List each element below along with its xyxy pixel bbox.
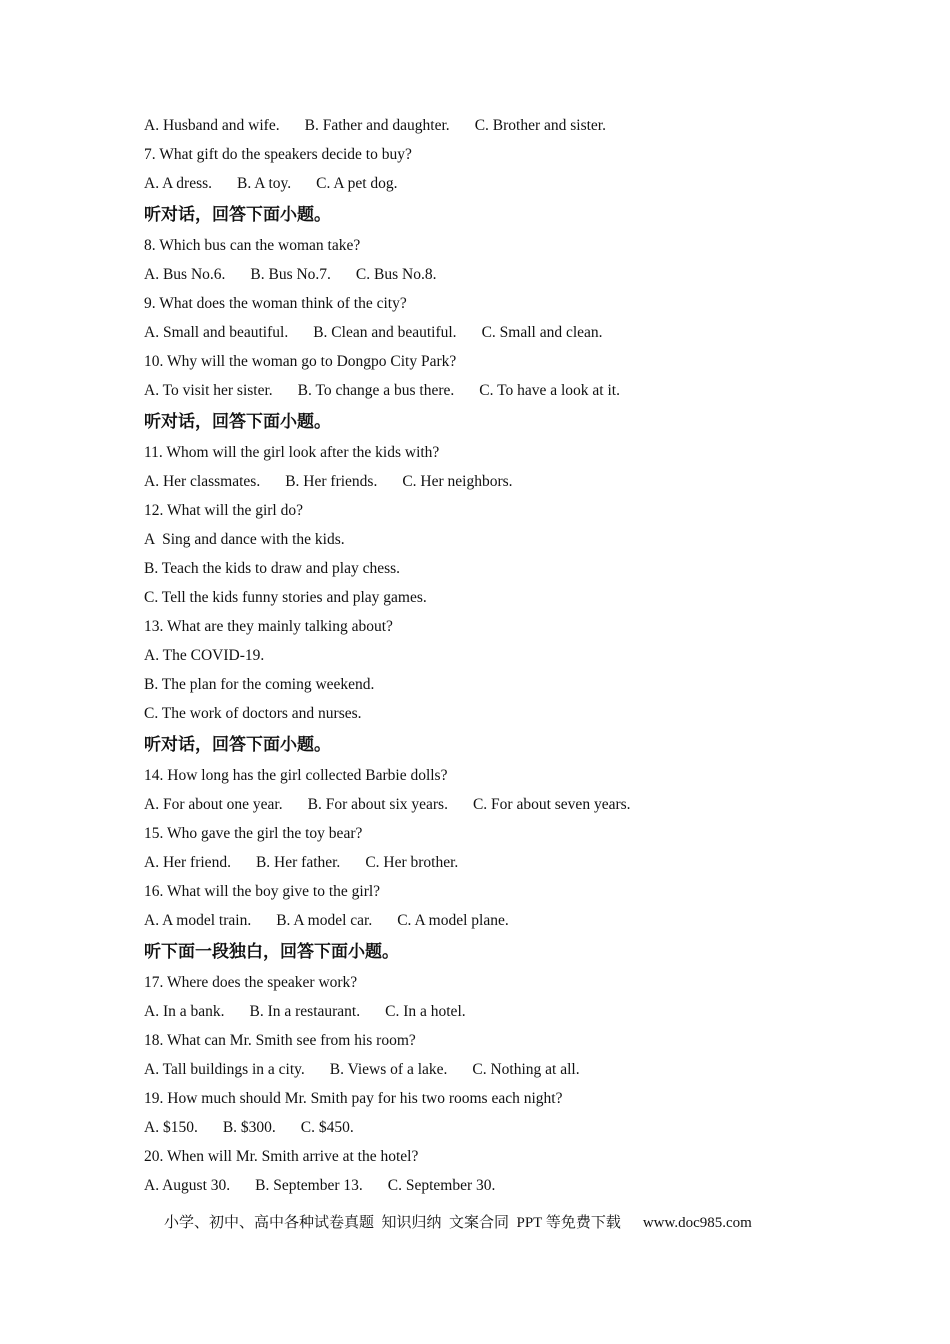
question-line: 12. What will the girl do?	[144, 502, 303, 519]
question-line: 13. What are they mainly talking about?	[144, 618, 393, 635]
question-line: 17. Where does the speaker work?	[144, 974, 358, 991]
options-row	[144, 111, 844, 140]
options-row	[144, 906, 844, 935]
answer-option: B. Her friends.	[285, 473, 378, 490]
answer-option: B. Bus No.7.	[250, 266, 331, 283]
answer-option: C. A pet dog.	[316, 175, 398, 192]
answer-option: A. Her classmates.	[144, 473, 261, 490]
question-line: A. The COVID-19.	[144, 647, 265, 664]
footer-text: 小学、初中、高中各种试卷真题 知识归纳 文案合同 PPT 等免费下载	[164, 1215, 621, 1231]
answer-option: A. For about one year.	[144, 796, 283, 813]
options-row	[144, 318, 844, 347]
question-line: 10. Why will the woman go to Dongpo City Park?	[144, 353, 457, 370]
answer-option: B. In a restaurant.	[249, 1003, 361, 1020]
answer-option: A. Bus No.6.	[144, 266, 226, 283]
answer-option: C. Bus No.8.	[355, 266, 437, 283]
answer-option: C. To have a look at it.	[479, 382, 620, 399]
options-row	[144, 1113, 844, 1142]
options-row	[144, 467, 844, 496]
question-line: 11. Whom will the girl look after the kids with?	[144, 444, 440, 461]
question-line: 16. What will the boy give to the girl?	[144, 883, 381, 900]
options-row	[144, 1055, 844, 1084]
section-heading: 听对话，回答下面小题。	[144, 735, 331, 755]
answer-option: B. A toy.	[237, 175, 292, 192]
section-heading: 听下面一段独白，回答下面小题。	[144, 942, 399, 962]
question-line: 14. How long has the girl collected Barbie dolls?	[144, 767, 448, 784]
answer-option: B. $300.	[222, 1119, 276, 1136]
options-row	[144, 790, 844, 819]
question-line: C. Tell the kids funny stories and play games.	[144, 589, 427, 606]
question-line: 15. Who gave the girl the toy bear?	[144, 825, 363, 842]
answer-option: A. In a bank.	[144, 1003, 225, 1020]
answer-option: B. Father and daughter.	[304, 117, 450, 134]
answer-option: C. Nothing at all.	[472, 1061, 580, 1078]
answer-option: C. $450.	[300, 1119, 354, 1136]
answer-option: A. Husband and wife.	[144, 117, 280, 134]
answer-option: C. Her neighbors.	[402, 473, 513, 490]
answer-option: A. Small and beautiful.	[144, 324, 289, 341]
options-row	[144, 848, 844, 877]
options-row	[144, 997, 844, 1026]
answer-option: B. Views of a lake.	[329, 1061, 448, 1078]
answer-option: A. To visit her sister.	[144, 382, 273, 399]
answer-option: C. Small and clean.	[481, 324, 603, 341]
answer-option: B. September 13.	[255, 1177, 363, 1194]
page-footer	[164, 1212, 752, 1234]
answer-option: A. Tall buildings in a city.	[144, 1061, 305, 1078]
question-line: 19. How much should Mr. Smith pay for his two rooms each night?	[144, 1090, 563, 1107]
question-line: 9. What does the woman think of the city?	[144, 295, 407, 312]
answer-option: C. For about seven years.	[472, 796, 631, 813]
question-line: 20. When will Mr. Smith arrive at the hotel?	[144, 1148, 419, 1165]
options-row	[144, 169, 844, 198]
answer-option: A. Her friend.	[144, 854, 231, 871]
question-line: B. Teach the kids to draw and play chess.	[144, 560, 401, 577]
options-row	[144, 1171, 844, 1200]
document-body	[144, 111, 844, 1200]
answer-option: B. Her father.	[255, 854, 341, 871]
footer-site: www.doc985.com	[642, 1215, 752, 1231]
question-line: B. The plan for the coming weekend.	[144, 676, 375, 693]
section-heading: 听对话，回答下面小题。	[144, 205, 331, 225]
question-line: A Sing and dance with the kids.	[144, 531, 345, 548]
answer-option: B. A model car.	[276, 912, 373, 929]
question-line: 7. What gift do the speakers decide to buy?	[144, 146, 412, 163]
options-row	[144, 260, 844, 289]
answer-option: A. A dress.	[144, 175, 213, 192]
answer-option: A. $150.	[144, 1119, 198, 1136]
answer-option: C. In a hotel.	[385, 1003, 466, 1020]
question-line: 8. Which bus can the woman take?	[144, 237, 361, 254]
answer-option: C. Brother and sister.	[474, 117, 606, 134]
answer-option: C. Her brother.	[365, 854, 459, 871]
answer-option: C. September 30.	[387, 1177, 496, 1194]
answer-option: A. August 30.	[144, 1177, 231, 1194]
question-line: C. The work of doctors and nurses.	[144, 705, 362, 722]
question-line: 18. What can Mr. Smith see from his room?	[144, 1032, 416, 1049]
section-heading: 听对话，回答下面小题。	[144, 412, 331, 432]
answer-option: B. For about six years.	[307, 796, 448, 813]
answer-option: B. Clean and beautiful.	[313, 324, 457, 341]
options-row	[144, 376, 844, 405]
answer-option: C. A model plane.	[397, 912, 509, 929]
answer-option: A. A model train.	[144, 912, 252, 929]
answer-option: B. To change a bus there.	[297, 382, 455, 399]
